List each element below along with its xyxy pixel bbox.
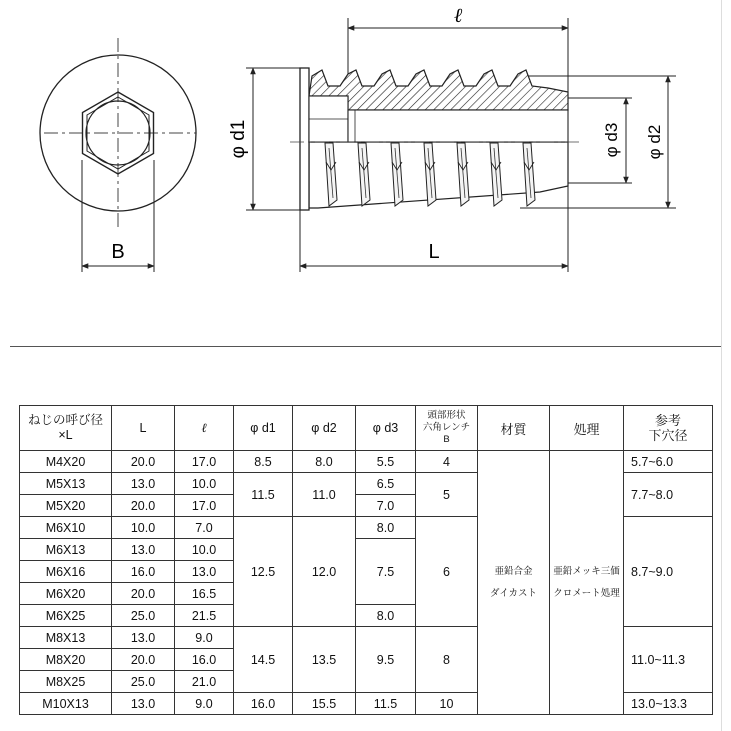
cell-ell: 10.0 <box>175 539 234 561</box>
cell-d3: 5.5 <box>356 451 416 473</box>
cell-head: 5 <box>416 473 478 517</box>
b-label: B <box>111 241 125 263</box>
col-header-d3: φ d3 <box>356 406 416 451</box>
col-header-material: 材質 <box>478 406 550 451</box>
cell-ell: 16.5 <box>175 583 234 605</box>
d1-label: φ d1 <box>228 119 249 159</box>
col-header-hole: 参考 下穴径 <box>624 406 713 451</box>
cell-d1: 8.5 <box>234 451 293 473</box>
cell-size: M6X10 <box>20 517 112 539</box>
cell-L: 25.0 <box>112 671 175 693</box>
cell-ell: 7.0 <box>175 517 234 539</box>
cell-L: 10.0 <box>112 517 175 539</box>
cell-d3: 6.5 <box>356 473 416 495</box>
cell-L: 16.0 <box>112 561 175 583</box>
cell-size: M6X16 <box>20 561 112 583</box>
col-header-d1: φ d1 <box>234 406 293 451</box>
cell-L: 25.0 <box>112 605 175 627</box>
spec-table <box>19 405 713 715</box>
table-header-row <box>20 406 713 451</box>
cell-hole: 7.7~8.0 <box>624 473 713 517</box>
bore-section <box>348 110 568 142</box>
cell-size: M6X25 <box>20 605 112 627</box>
cell-d2: 8.0 <box>293 451 356 473</box>
cell-d3: 7.5 <box>356 539 416 605</box>
cell-d3: 9.5 <box>356 627 416 693</box>
cell-size: M6X20 <box>20 583 112 605</box>
cell-L: 13.0 <box>112 693 175 715</box>
flange <box>300 68 309 210</box>
cell-L: 20.0 <box>112 451 175 473</box>
cell-hole: 5.7~6.0 <box>624 451 713 473</box>
cell-ell: 17.0 <box>175 495 234 517</box>
cell-ell: 17.0 <box>175 451 234 473</box>
end-view <box>40 38 196 272</box>
right-border-line <box>721 0 722 731</box>
cell-head: 4 <box>416 451 478 473</box>
cell-size: M8X13 <box>20 627 112 649</box>
cell-d1: 11.5 <box>234 473 293 517</box>
col-header-ell: ℓ <box>175 406 234 451</box>
cell-ell: 21.5 <box>175 605 234 627</box>
col-header-finish: 処理 <box>550 406 624 451</box>
cell-d3: 11.5 <box>356 693 416 715</box>
side-view <box>228 3 676 272</box>
cell-head: 10 <box>416 693 478 715</box>
section-divider <box>10 346 721 347</box>
cell-size: M5X20 <box>20 495 112 517</box>
ell-label: ℓ <box>453 3 463 27</box>
cell-d2: 15.5 <box>293 693 356 715</box>
cell-hole: 8.7~9.0 <box>624 517 713 627</box>
cell-d3: 7.0 <box>356 495 416 517</box>
cell-d2: 11.0 <box>293 473 356 517</box>
cell-L: 20.0 <box>112 495 175 517</box>
cell-d1: 14.5 <box>234 627 293 693</box>
cell-finish: 亜鉛メッキ三価 クロメート処理 <box>550 451 624 715</box>
cell-L: 20.0 <box>112 649 175 671</box>
cell-size: M4X20 <box>20 451 112 473</box>
cell-ell: 10.0 <box>175 473 234 495</box>
col-header-size: ねじの呼び径 ×L <box>20 406 112 451</box>
cell-hole: 13.0~13.3 <box>624 693 713 715</box>
col-header-head: 頭部形状 六角レンチ B <box>416 406 478 451</box>
cell-d2: 13.5 <box>293 627 356 693</box>
cell-L: 13.0 <box>112 627 175 649</box>
cell-ell: 16.0 <box>175 649 234 671</box>
col-header-L: L <box>112 406 175 451</box>
cell-L: 13.0 <box>112 473 175 495</box>
col-header-d2: φ d2 <box>293 406 356 451</box>
cell-size: M8X20 <box>20 649 112 671</box>
d2-label: φ d2 <box>645 124 664 160</box>
cell-d1: 12.5 <box>234 517 293 627</box>
cell-size: M5X13 <box>20 473 112 495</box>
cell-ell: 9.0 <box>175 627 234 649</box>
cell-L: 13.0 <box>112 539 175 561</box>
cell-L: 20.0 <box>112 583 175 605</box>
l-label: L <box>428 241 440 263</box>
d3-label: φ d3 <box>602 122 621 158</box>
cell-size: M8X25 <box>20 671 112 693</box>
cell-d3: 8.0 <box>356 605 416 627</box>
technical-drawing <box>0 0 731 346</box>
cell-head: 8 <box>416 627 478 693</box>
cell-material: 亜鉛合金 ダイカスト <box>478 451 550 715</box>
cell-hole: 11.0~11.3 <box>624 627 713 693</box>
cell-size: M10X13 <box>20 693 112 715</box>
cell-d1: 16.0 <box>234 693 293 715</box>
cell-ell: 13.0 <box>175 561 234 583</box>
cell-size: M6X13 <box>20 539 112 561</box>
cell-ell: 21.0 <box>175 671 234 693</box>
cell-d2: 12.0 <box>293 517 356 627</box>
cell-d3: 8.0 <box>356 517 416 539</box>
cell-ell: 9.0 <box>175 693 234 715</box>
table-row <box>20 451 713 473</box>
cell-head: 6 <box>416 517 478 627</box>
